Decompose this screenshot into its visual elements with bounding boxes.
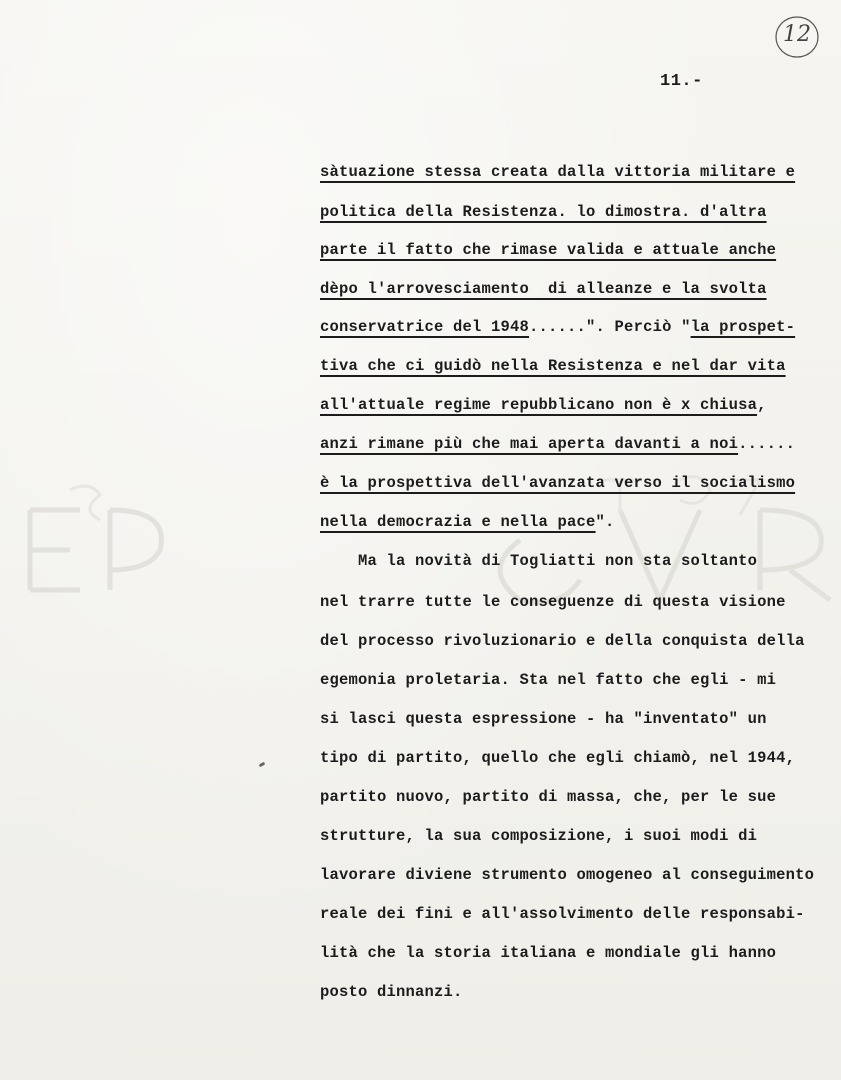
text-line <box>320 163 795 181</box>
text-line <box>320 357 786 375</box>
underlined-text: è la prospettiva dell'avanzata verso il socialismo <box>320 474 796 492</box>
underlined-text: sàtuazione stessa creata dalla vittoria militare e <box>320 163 796 181</box>
text-line <box>320 241 776 259</box>
text-segment: posto dinnanzi. <box>320 983 463 1001</box>
text-segment: reale dei fini e all'assolvimento delle responsabi- <box>320 905 805 923</box>
underlined-text: conservatrice del 1948 <box>320 318 530 336</box>
text-line <box>320 671 776 689</box>
text-line <box>320 944 776 962</box>
text-line <box>320 318 795 336</box>
text-line <box>320 827 757 845</box>
text-segment: strutture, la sua composizione, i suoi modi di <box>320 827 758 845</box>
page-number: 11.- <box>660 72 703 91</box>
text-line <box>320 593 786 611</box>
text-segment: , <box>757 396 767 414</box>
text-segment: ......". Perciò " <box>529 318 691 336</box>
text-segment: partito nuovo, partito di massa, che, per le sue <box>320 788 777 806</box>
underlined-text: dèpo l'arrovesciamento di alleanze e la svolta <box>320 280 767 298</box>
text-line <box>320 905 805 923</box>
ink-mark <box>259 762 266 768</box>
text-line <box>320 552 757 570</box>
text-segment: lavorare diviene strumento omogeneo al conseguimento <box>320 866 815 884</box>
text-segment: si lasci questa espressione - ha "inventato" un <box>320 710 767 728</box>
handwritten-folio-number <box>772 12 822 62</box>
text-segment: ...... <box>738 435 796 453</box>
text-line <box>320 513 615 531</box>
underlined-text: all'attuale regime repubblicano non è x chiusa <box>320 396 758 414</box>
text-segment: lità che la storia italiana e mondiale gli hanno <box>320 944 777 962</box>
text-segment: tipo di partito, quello che egli chiamò, nel 1944, <box>320 749 796 767</box>
text-segment: nel trarre tutte le conseguenze di questa visione <box>320 593 786 611</box>
folio-text: 12 <box>783 22 811 47</box>
text-line <box>320 474 795 492</box>
text-segment: egemonia proletaria. Sta nel fatto che egli - mi <box>320 671 777 689</box>
text-line <box>320 788 776 806</box>
underlined-text: politica della Resistenza. lo dimostra. d'altra <box>320 203 767 221</box>
text-line <box>320 983 463 1001</box>
text-line <box>320 866 814 884</box>
text-segment: del processo rivoluzionario e della conquista della <box>320 632 805 650</box>
text-line <box>320 203 767 221</box>
underlined-text: nella democrazia e nella pace <box>320 513 596 531</box>
text-line <box>320 435 795 453</box>
underlined-text: parte il fatto che rimase valida e attuale anche <box>320 241 777 259</box>
text-line <box>320 396 767 414</box>
text-segment: ". <box>595 513 615 531</box>
text-line <box>320 280 767 298</box>
text-line <box>320 632 805 650</box>
underlined-text: tiva che ci guidò nella Resistenza e nel dar vita <box>320 357 786 375</box>
text-line <box>320 749 795 767</box>
underlined-text: anzi rimane più che mai aperta davanti a noi <box>320 435 739 453</box>
text-line <box>320 710 767 728</box>
text-segment: Ma la novità di Togliatti non sta soltanto <box>320 552 758 570</box>
underlined-text: la prospet- <box>690 318 796 336</box>
